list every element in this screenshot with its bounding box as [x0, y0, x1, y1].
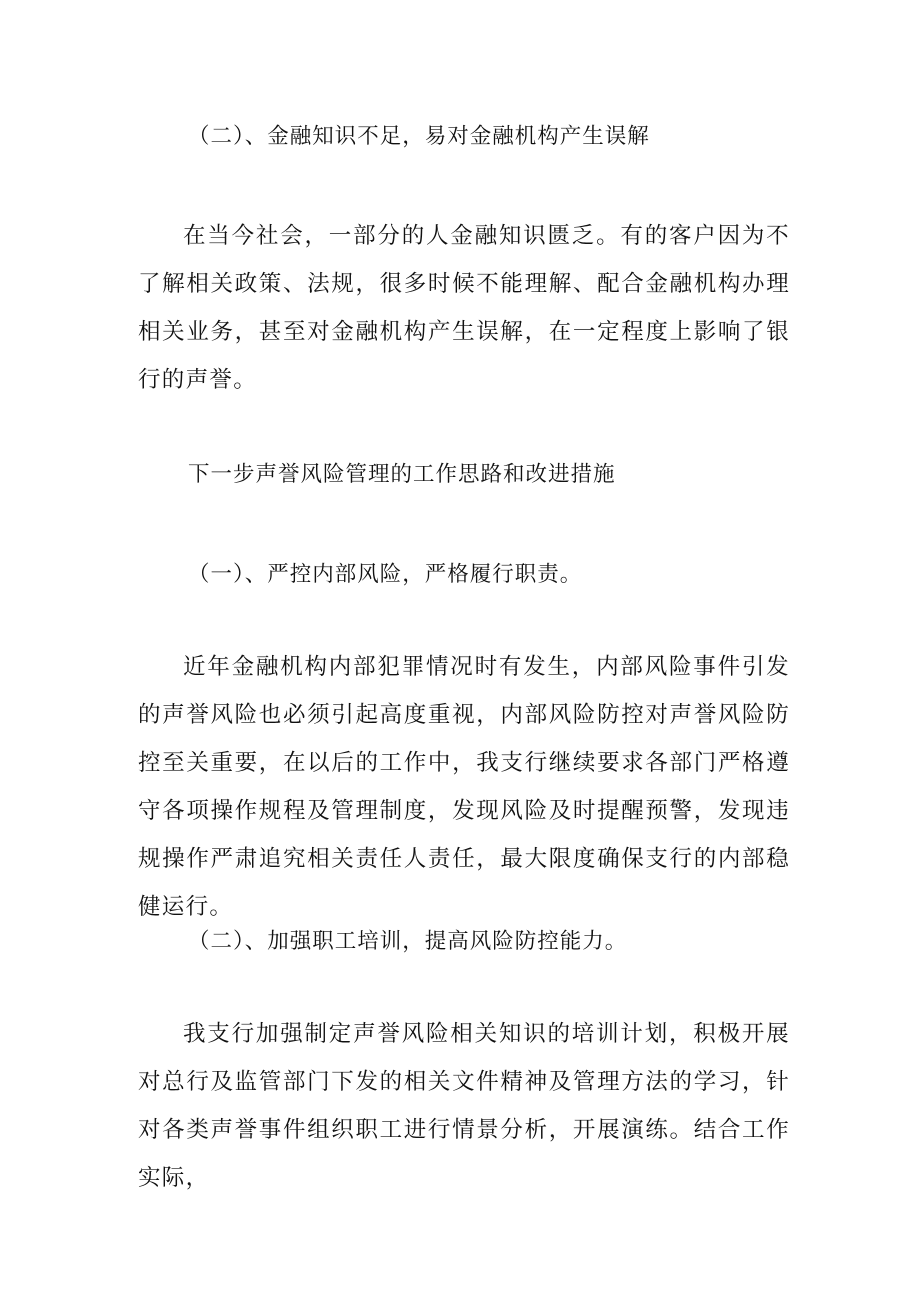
paragraph-internal-risk: 近年金融机构内部犯罪情况时有发生，内部风险事件引发的声誉风险也必须引起高度重视，内部风险防控对声誉风险防控至关重要，在以后的工作中，我支行继续要求各部门严格遵守各项操作规程及管理制度，发现风险及时提醒预警，发现违规操作严肃追究相关责任人责任，最大限度确保支行的内部稳健运行。 [138, 654, 790, 920]
section-heading-staff-training: （二）、加强职工培训，提高风险防控能力。 [188, 929, 628, 954]
paragraph-knowledge-gap: 在当今社会，一部分的人金融知识匮乏。有的客户因为不了解相关政策、法规，很多时候不能理解、配合金融机构办理相关业务，甚至对金融机构产生误解，在一定程度上影响了银行的声誉。 [138, 223, 790, 393]
paragraph-staff-training: 我支行加强制定声誉风险相关知识的培训计划，积极开展对总行及监管部门下发的相关文件精神及管理方法的学习，针对各类声誉事件组织职工进行情景分析，开展演练。结合工作实际， [138, 1021, 790, 1191]
section-heading-knowledge-gap: （二）、金融知识不足，易对金融机构产生误解 [188, 124, 650, 149]
section-heading-internal-risk: （一）、严控内部风险，严格履行职责。 [188, 562, 583, 587]
section-heading-next-steps: 下一步声誉风险管理的工作思路和改进措施 [188, 462, 616, 487]
